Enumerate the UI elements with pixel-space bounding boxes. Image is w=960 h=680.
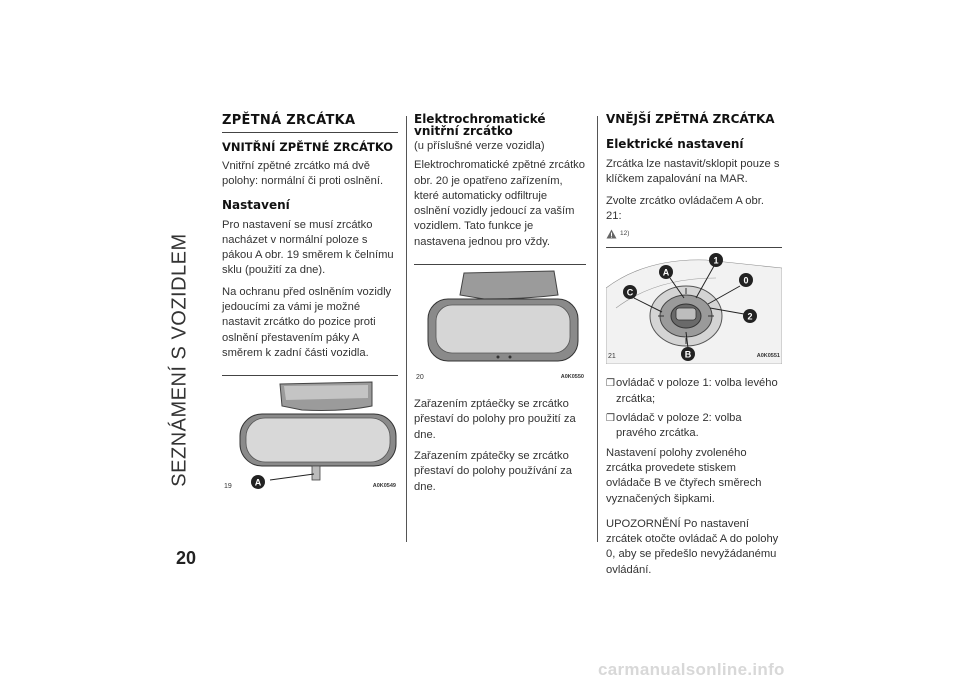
warning-paragraph: UPOZORNĚNÍ Po nastavení zrcátek otočte ovládač A do polohy 0, aby se předešlo nevyžádanému ovládání. bbox=[606, 517, 779, 576]
note: (u příslušné verze vozidla) bbox=[414, 140, 545, 152]
column-divider bbox=[597, 116, 598, 542]
subsection-title: VNITŘNÍ ZPĚTNÉ ZRCÁTKO bbox=[222, 140, 394, 154]
checkbox-bullet-icon: ❒ bbox=[606, 413, 615, 425]
column-electrochromatic-mirror bbox=[414, 113, 586, 501]
heading-nastaveni: Nastavení bbox=[222, 197, 290, 212]
label-1: 1 bbox=[713, 255, 719, 266]
paragraph: Pro nastavení se musí zrcátko nacházet v normální poloze s pákou A obr. 19 směrem k čelnímu sklu (použití za dne). bbox=[222, 218, 394, 277]
list-item: ❒ ovládač v poloze 1: volba levého zrcátka; bbox=[606, 376, 782, 407]
paragraph: Zařazením zpátečky se zrcátko přestaví do polohy používání za dne. bbox=[414, 449, 572, 493]
electrochromatic-mirror-illustration bbox=[414, 265, 586, 385]
column-divider bbox=[406, 116, 407, 542]
paragraph: Vnitřní zpětné zrcátko má dvě polohy: normální či proti oslnění. bbox=[222, 160, 384, 188]
paragraph: Nastavení polohy zvoleného zrcátka provedete stiskem ovládače B ve čtyřech směrech vyznačených šipkami. bbox=[606, 446, 762, 505]
label-b: B bbox=[684, 349, 692, 360]
figure-number: 21 bbox=[608, 353, 616, 361]
callout-a-label: A bbox=[254, 477, 262, 488]
warning-number: 12) bbox=[620, 230, 630, 238]
checkbox-bullet-icon: ❒ bbox=[606, 378, 615, 390]
column-exterior-mirrors bbox=[606, 113, 782, 584]
page-number: 20 bbox=[176, 548, 197, 568]
label-a: A bbox=[662, 267, 670, 278]
section-title: Elektrochromatické vnitřní zrcátko bbox=[414, 112, 546, 138]
bullet-list bbox=[606, 376, 782, 441]
section-title: VNĚJŠÍ ZPĚTNÁ ZRCÁTKA bbox=[606, 112, 775, 126]
interior-mirror-illustration bbox=[222, 376, 398, 494]
mirror-control-illustration bbox=[606, 248, 782, 364]
paragraph: Na ochranu před oslněním vozidly jedoucími za vámi je možné nastavit zrcátko do pozice proti oslnění přestavením páky A směrem k zadní části vozidla. bbox=[222, 285, 392, 359]
figure-20 bbox=[414, 264, 586, 387]
section-title: ZPĚTNÁ ZRCÁTKA bbox=[222, 113, 398, 133]
watermark-footer: carmanualsonline.info bbox=[598, 660, 785, 679]
label-c: C bbox=[626, 287, 634, 298]
paragraph: Zvolte zrcátko ovládačem A obr. 21: bbox=[606, 194, 764, 222]
side-chapter-title: SEZNÁMENÍ S VOZIDLEM bbox=[168, 233, 191, 487]
label-0: 0 bbox=[743, 275, 749, 286]
heading-electric-adjustment: Elektrické nastavení bbox=[606, 137, 744, 151]
figure-number: 20 bbox=[416, 373, 424, 381]
warning-reference bbox=[606, 226, 782, 241]
paragraph: Zařazením zptáečky se zrcátko přestaví do polohy pro použití za dne. bbox=[414, 398, 576, 441]
column-interior-mirror bbox=[222, 113, 398, 496]
label-2: 2 bbox=[747, 311, 753, 322]
warning-triangle-icon bbox=[606, 229, 617, 239]
figure-19 bbox=[222, 375, 398, 496]
figure-number: 19 bbox=[224, 482, 232, 490]
paragraph: Elektrochromatické zpětné zrcátko obr. 20 je opatřeno zařízením, které automaticky odfiltruje oslnění vozidly jedoucí za vaším vozidlem. Tato funkce je nastavena jednou pro vždy. bbox=[414, 159, 585, 248]
paragraph: Zrcátka lze nastavit/sklopit pouze s klíčkem zapalování na MAR. bbox=[606, 158, 780, 186]
figure-21 bbox=[606, 247, 782, 366]
figure-code: A0K0549 bbox=[372, 482, 396, 489]
list-item: ❒ ovládač v poloze 2: volba pravého zrcátka. bbox=[606, 411, 782, 442]
figure-code: A0K0550 bbox=[560, 373, 584, 380]
figure-code: A0K0551 bbox=[756, 353, 780, 360]
